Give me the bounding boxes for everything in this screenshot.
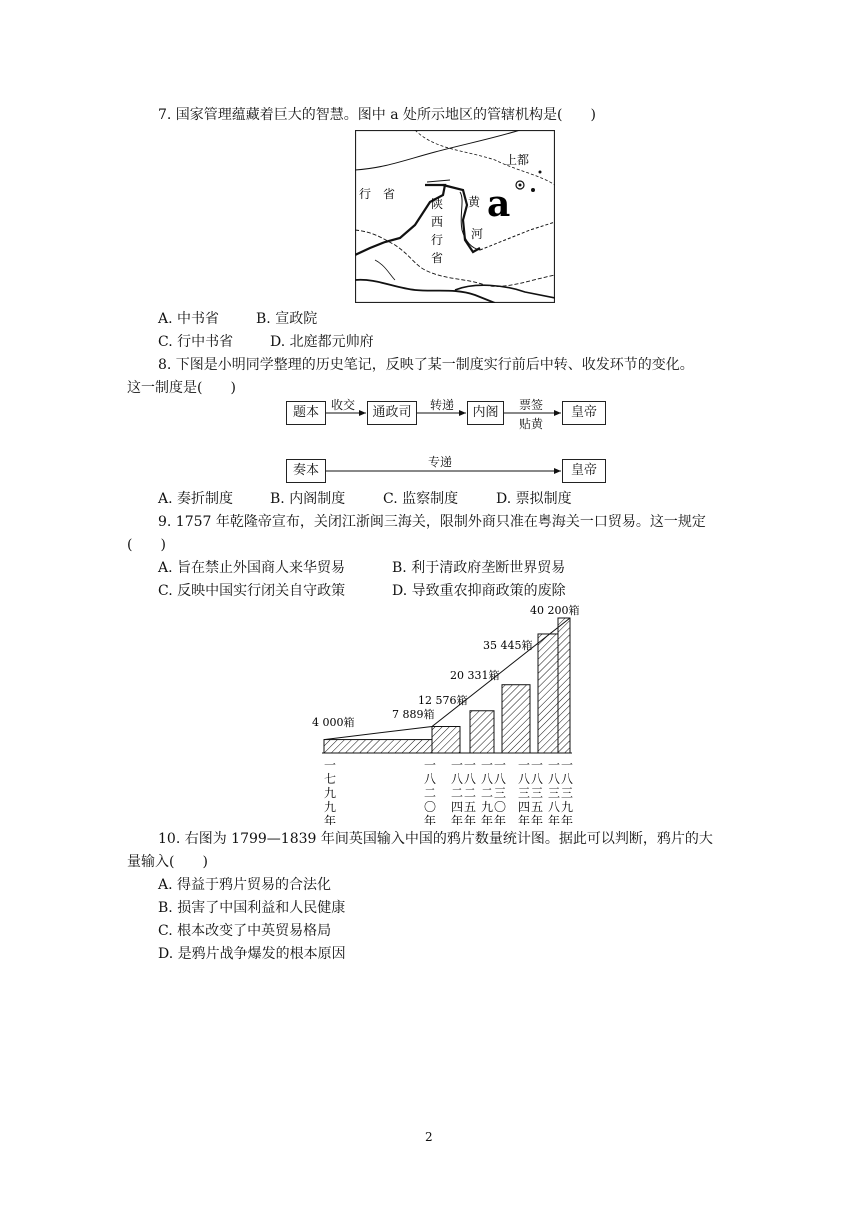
year-tick-label-7-2: 三 [530,786,544,800]
q10-option-d[interactable]: D. 是鸦片战争爆发的根本原因 [158,946,346,962]
year-tick-label-3-1: 八 [463,772,477,786]
year-tick-label-9-0: 一 [560,758,574,772]
q9-option-c[interactable]: C. 反映中国实行闭关自守政策 [158,583,346,599]
flow1-edge-tiehuang: 贴黄 [519,417,544,431]
year-tick-label-1-4: 年 [423,814,437,825]
map-label-shaanxi-3: 行 [431,233,444,247]
year-tick-label-7-4: 年 [530,814,544,825]
year-tick-label-6-4: 年 [517,814,531,825]
flow1-node-tiben: 题本 [286,401,326,425]
bar-1839 [558,618,570,753]
q8-option-b[interactable]: B. 内阁制度 [270,491,346,507]
q10-option-a[interactable]: A. 得益于鸦片贸易的合法化 [158,877,332,893]
flow2-node-zouben: 奏本 [286,459,326,483]
q8-option-d[interactable]: D. 票拟制度 [496,491,572,507]
flow2-edge-zhuandi: 专递 [428,455,453,469]
flow1-edge-zhuandi: 转递 [430,398,455,412]
q7-option-b[interactable]: B. 宣政院 [256,311,318,327]
q10-stem-line1: 10. 右图为 1799—1839 年间英国输入中国的鸦片数量统计图。据此可以判断，鸦片的大 [158,831,713,847]
year-tick-label-1-3: 〇 [423,800,437,814]
year-tick-label-0-0: 一 [323,758,337,772]
year-tick-label-2-4: 年 [450,814,464,825]
year-tick-label-9-1: 八 [560,772,574,786]
opium-chart [300,600,590,825]
year-tick-label-3-0: 一 [463,758,477,772]
year-tick-label-4-1: 八 [480,772,494,786]
flow1-node-tongzhengsi: 通政司 [367,401,417,425]
year-tick-label-4-4: 年 [480,814,494,825]
data-label-0: 4 000箱 [312,716,355,729]
data-label-2: 12 576箱 [418,694,468,707]
flow1-node-neige: 内阁 [467,401,504,425]
year-tick-label-2-1: 八 [450,772,464,786]
year-tick-label-5-0: 一 [493,758,507,772]
year-tick-label-8-4: 年 [547,814,561,825]
map-label-xing-sheng: 行 省 [359,187,396,201]
bar-1820 [432,727,460,753]
map-label-shaanxi-2: 西 [431,215,444,229]
year-tick-label-5-3: 〇 [493,800,507,814]
year-tick-label-8-0: 一 [547,758,561,772]
q7-map [355,130,555,303]
year-tick-label-8-2: 三 [547,786,561,800]
bar-2 [470,711,494,753]
year-tick-label-3-3: 五 [463,800,477,814]
q8-option-c[interactable]: C. 监察制度 [383,491,459,507]
flow2-node-huangdi: 皇帝 [562,459,606,483]
data-label-5: 40 200箱 [530,604,580,617]
year-tick-label-5-2: 三 [493,786,507,800]
year-tick-label-7-0: 一 [530,758,544,772]
year-tick-label-2-0: 一 [450,758,464,772]
page-number: 2 [425,1130,433,1144]
year-tick-label-8-3: 八 [547,800,561,814]
year-tick-label-6-1: 八 [517,772,531,786]
year-tick-label-5-1: 八 [493,772,507,786]
year-tick-label-1-2: 二 [423,786,437,800]
map-label-shangdu: 上都 [505,153,530,167]
q8-stem-line2: 这一制度是( ) [127,380,236,396]
year-tick-label-8-1: 八 [547,772,561,786]
q10-stem-line2: 量输入( ) [127,854,208,870]
flow1-edge-shoujiao: 收交 [331,398,356,412]
bar-4 [538,634,558,753]
year-tick-label-2-3: 四 [450,800,464,814]
q9-option-a[interactable]: A. 旨在禁止外国商人来华贸易 [158,560,346,576]
map-label-he: 河 [471,227,484,241]
map-label-shaanxi-4: 省 [431,251,444,265]
year-tick-label-9-3: 九 [560,800,574,814]
year-tick-label-1-1: 八 [423,772,437,786]
year-tick-label-9-4: 年 [560,814,574,825]
q10-option-b[interactable]: B. 损害了中国利益和人民健康 [158,900,346,916]
map-label-shaanxi-1: 陕 [431,197,444,211]
year-tick-label-6-3: 四 [517,800,531,814]
q9-stem-line1: 9. 1757 年乾隆帝宣布，关闭江浙闽三海关，限制外商只准在粤海关一口贸易。这一规定 [158,514,706,530]
bar-1799 [324,740,432,753]
map-label-huang: 黄 [468,195,481,209]
year-tick-label-6-0: 一 [517,758,531,772]
q7-option-c[interactable]: C. 行中书省 [158,334,234,350]
year-tick-label-6-2: 三 [517,786,531,800]
year-tick-label-2-2: 二 [450,786,464,800]
q10-option-c[interactable]: C. 根本改变了中英贸易格局 [158,923,332,939]
year-tick-label-0-3: 九 [323,800,337,814]
year-tick-label-7-1: 八 [530,772,544,786]
year-tick-label-0-1: 七 [323,772,337,786]
q8-stem-line1: 8. 下图是小明同学整理的历史笔记，反映了某一制度实行前后中转、收发环节的变化。 [158,357,694,373]
map-label-a: a [487,183,511,225]
q8-option-a[interactable]: A. 奏折制度 [158,491,234,507]
q7-stem: 7. 国家管理蕴藏着巨大的智慧。图中 a 处所示地区的管辖机构是( ) [158,107,596,123]
data-label-4: 35 445箱 [483,639,533,652]
flow1-edge-piaoqian: 票签 [519,398,544,412]
year-tick-label-4-0: 一 [480,758,494,772]
year-tick-label-4-3: 九 [480,800,494,814]
year-tick-label-0-2: 九 [323,786,337,800]
year-tick-label-4-2: 二 [480,786,494,800]
flow1-node-huangdi: 皇帝 [562,401,606,425]
trend-line [324,618,570,740]
year-tick-label-5-4: 年 [493,814,507,825]
year-tick-label-3-4: 年 [463,814,477,825]
q9-option-b[interactable]: B. 利于清政府垄断世界贸易 [392,560,566,576]
year-tick-label-9-2: 三 [560,786,574,800]
q9-option-d[interactable]: D. 导致重农抑商政策的废除 [392,583,566,599]
data-label-1: 7 889箱 [392,708,435,721]
year-tick-label-7-3: 五 [530,800,544,814]
q7-option-a[interactable]: A. 中书省 [158,311,220,327]
bar-3 [502,685,530,753]
q8-flow-diagram [285,398,610,488]
year-tick-label-0-4: 年 [323,814,337,825]
q9-stem-line2: ( ) [127,537,166,553]
year-tick-label-3-2: 二 [463,786,477,800]
data-label-3: 20 331箱 [450,669,500,682]
year-tick-label-1-0: 一 [423,758,437,772]
q7-option-d[interactable]: D. 北庭都元帅府 [270,334,374,350]
